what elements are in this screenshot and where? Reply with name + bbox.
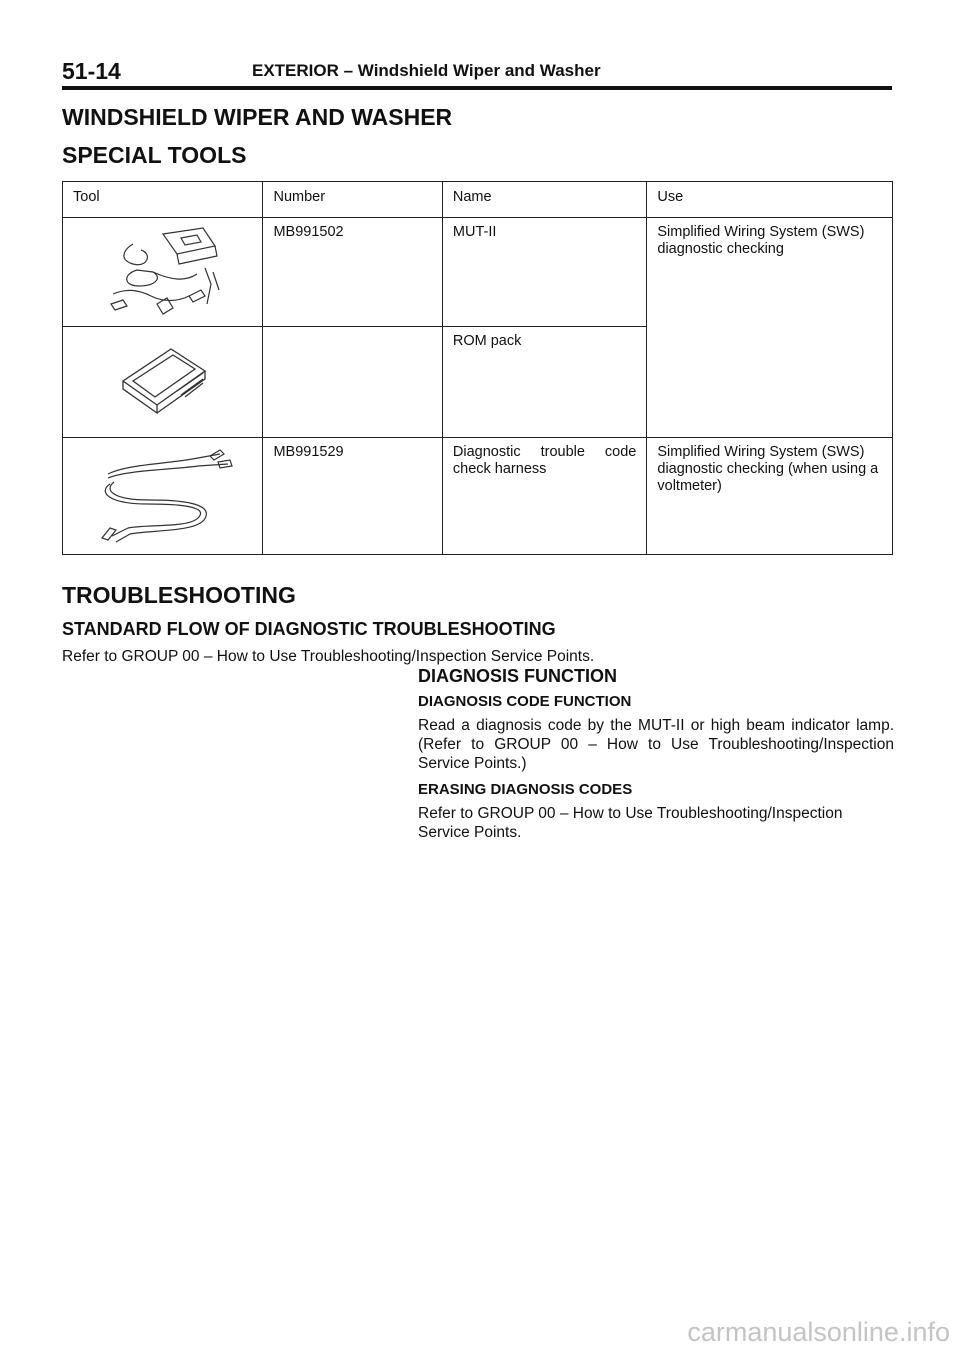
tool-name: ROM pack [442, 327, 646, 438]
special-tools-heading: SPECIAL TOOLS [62, 142, 247, 168]
page-header [62, 58, 892, 90]
tool-number: MB991529 [263, 438, 442, 555]
erasing-codes-text: Refer to GROUP 00 – How to Use Troubleshooting/Inspection Service Points. [418, 805, 843, 841]
table-header-row [63, 182, 893, 218]
column-header-number: Number [263, 182, 442, 218]
rom-pack-icon [93, 333, 233, 423]
tool-name: MUT-II [442, 218, 646, 327]
header-title: EXTERIOR – Windshield Wiper and Washer [252, 61, 601, 80]
column-header-tool: Tool [63, 182, 263, 218]
troubleshooting-text: Refer to GROUP 00 – How to Use Troubleshooting/Inspection Service Points. [62, 648, 595, 665]
tool-use: Simplified Wiring System (SWS) diagnostic checking (when using a voltmeter) [647, 438, 893, 555]
tool-name-line: check harness [452, 461, 547, 477]
tool-use: Simplified Wiring System (SWS) diagnostic checking [647, 218, 893, 438]
column-header-name: Name [442, 182, 646, 218]
section-title: WINDSHIELD WIPER AND WASHER [62, 104, 453, 130]
erasing-codes-heading: ERASING DIAGNOSIS CODES [418, 781, 633, 798]
standard-flow-heading: STANDARD FLOW OF DIAGNOSTIC TROUBLESHOOTING [62, 619, 556, 639]
diagnosis-function-heading: DIAGNOSIS FUNCTION [418, 666, 618, 686]
watermark: carmanualsonline.info [687, 1317, 950, 1347]
table-row [63, 218, 893, 327]
tool-name [442, 438, 646, 555]
mut-ii-tester-icon [93, 224, 233, 320]
tool-image-cell [63, 218, 263, 327]
tool-image-cell [63, 327, 263, 438]
tool-image-cell [63, 438, 263, 555]
tool-number-empty [263, 327, 442, 438]
table-row [63, 438, 893, 555]
diagnosis-code-text: Read a diagnosis code by the MUT-II or high beam indicator lamp. (Refer to GROUP 00 – How to Use Troubleshooting/Inspection Service Points.) [418, 717, 894, 772]
diagnosis-code-function-heading: DIAGNOSIS CODE FUNCTION [418, 693, 632, 710]
column-header-use: Use [647, 182, 893, 218]
check-harness-icon [88, 444, 238, 544]
tool-name-line: Diagnostic trouble code [452, 444, 637, 460]
special-tools-table [62, 181, 893, 555]
page-number: 51-14 [62, 58, 121, 84]
tool-number: MB991502 [263, 218, 442, 327]
troubleshooting-heading: TROUBLESHOOTING [62, 582, 296, 608]
